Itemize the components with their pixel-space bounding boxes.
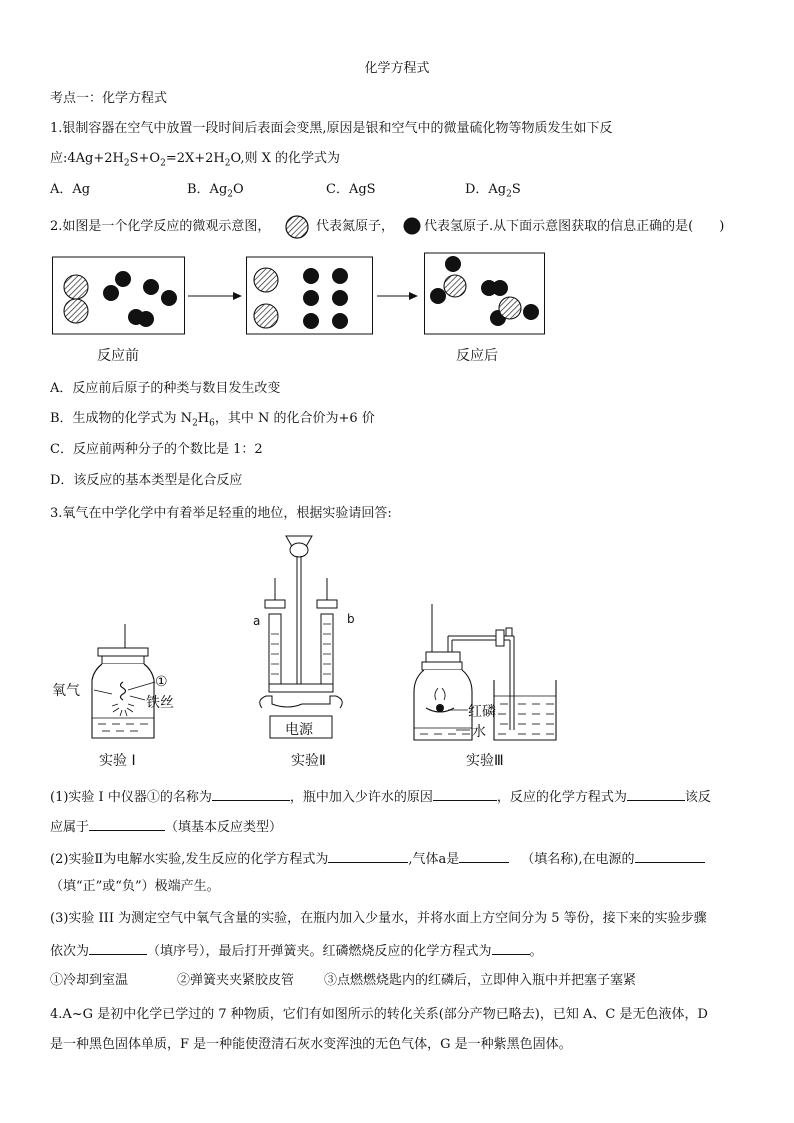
before-reaction-label: 反应前 xyxy=(97,348,139,364)
q3-stem: 3.氧气在中学化学中有着举足轻重的地位，根据实验请回答: xyxy=(50,506,392,521)
q3-part2-line1: (2)实验Ⅱ为电解水实验,发生反应的化学方程式为 ,气体a是 （填名称),在电源的 xyxy=(50,848,705,869)
q2-stem-part3: 代表氢原子.从下面示意图获取的信息正确的是( ) xyxy=(424,219,725,234)
experiment-2-caption: 实验Ⅱ xyxy=(291,753,326,769)
red-phosphorus-label: 红磷 xyxy=(468,704,496,720)
experiment-2-diagram xyxy=(248,534,358,744)
q3-part3-line2: 依次为 （填序号），最后打开弹簧夹。红磷燃烧反应的化学方程式为 。 xyxy=(50,940,543,961)
q3-part1-line1: (1)实验 I 中仪器①的名称为 ，瓶中加入少许水的原因 ，反应的化学方程式为 该反 xyxy=(50,786,711,807)
page-title: 化学方程式 xyxy=(364,61,430,76)
answer-blank[interactable] xyxy=(433,786,497,801)
q1-option-c: C．AgS xyxy=(326,182,376,197)
answer-blank[interactable] xyxy=(212,786,290,801)
q4-stem-line2: 是一种黑色固体单质，F 是一种能使澄清石灰水变浑浊的无色气体，G 是一种紫黑色固体。 xyxy=(50,1037,572,1052)
oxygen-label: 氧气 xyxy=(52,683,80,699)
answer-blank[interactable] xyxy=(328,848,408,863)
water-label: 水 xyxy=(472,724,486,740)
after-reaction-label: 反应后 xyxy=(456,348,498,364)
q2-option-c: C．反应前两种分子的个数比是 1：2 xyxy=(50,442,263,457)
answer-blank[interactable] xyxy=(492,940,530,955)
experiment-1-caption: 实验 I xyxy=(99,753,136,769)
nitrogen-atom-icon xyxy=(284,214,310,240)
answer-blank[interactable] xyxy=(89,816,165,831)
experiment-3-caption: 实验Ⅲ xyxy=(466,753,504,769)
experiment-3-diagram xyxy=(410,600,565,745)
q3-part1-line2: 应属于 （填基本反应类型） xyxy=(50,816,282,837)
q2-option-a: A．反应前后原子的种类与数目发生改变 xyxy=(50,381,281,396)
q1-stem-line2: 应$:4Ag+2H_2S+O_2=2X+2H_2O$,则 X 的化学式为 xyxy=(50,151,341,169)
q2-option-d: D．该反应的基本类型是化合反应 xyxy=(50,473,243,488)
gas-b-label: b xyxy=(347,612,355,626)
q3-part2-line2: （填“正”或“负”）极端产生。 xyxy=(50,879,220,894)
q2-stem-part2: 代表氮原子， xyxy=(316,219,395,234)
q3-step-2: ②弹簧夹夹紧胶皮管 xyxy=(177,973,295,988)
section-heading: 考点一：化学方程式 xyxy=(50,91,168,106)
q3-part3-line1: (3)实验 III 为测定空气中氧气含量的实验，在瓶内加入少量水，并将水面上方空间分为 5 等份，接下来的实验步骤 xyxy=(50,911,707,926)
instrument-1-marker: ① xyxy=(155,674,168,690)
q2-option-b: B．生成物的化学式为 $N_2H_6$，其中 N 的化合价为+6 价 xyxy=(50,411,375,429)
q1-option-b: B．$Ag_2O$ xyxy=(187,182,244,200)
q4-stem-line1: 4.A~G 是初中化学已学过的 7 种物质，它们有如图所示的转化关系(部分产物已略去)，已知 A、C 是无色液体，D xyxy=(50,1007,708,1022)
q3-step-3: ③点燃燃烧匙内的红磷后，立即伸入瓶中并把塞子塞紧 xyxy=(324,973,637,988)
hydrogen-atom-icon xyxy=(402,216,422,236)
q1-stem-line1: 1.银制容器在空气中放置一段时间后表面会变黑,原因是银和空气中的微量硫化物等物质发生如下反 xyxy=(50,121,613,136)
reaction-micro-diagram xyxy=(52,256,547,336)
q1-option-d: D．$Ag_2S$ xyxy=(465,182,521,200)
answer-blank[interactable] xyxy=(459,848,509,863)
q1-option-a: A．Ag xyxy=(50,182,91,197)
iron-wire-label: 铁丝 xyxy=(146,695,174,711)
q3-step-1: ①冷却到室温 xyxy=(50,973,129,988)
gas-a-label: a xyxy=(253,614,261,628)
answer-blank[interactable] xyxy=(89,940,147,955)
q2-stem-part1: 2.如图是一个化学反应的微观示意图， xyxy=(50,219,271,234)
power-source-label: 电源 xyxy=(285,722,313,738)
answer-blank[interactable] xyxy=(627,786,685,801)
answer-blank[interactable] xyxy=(635,848,705,863)
